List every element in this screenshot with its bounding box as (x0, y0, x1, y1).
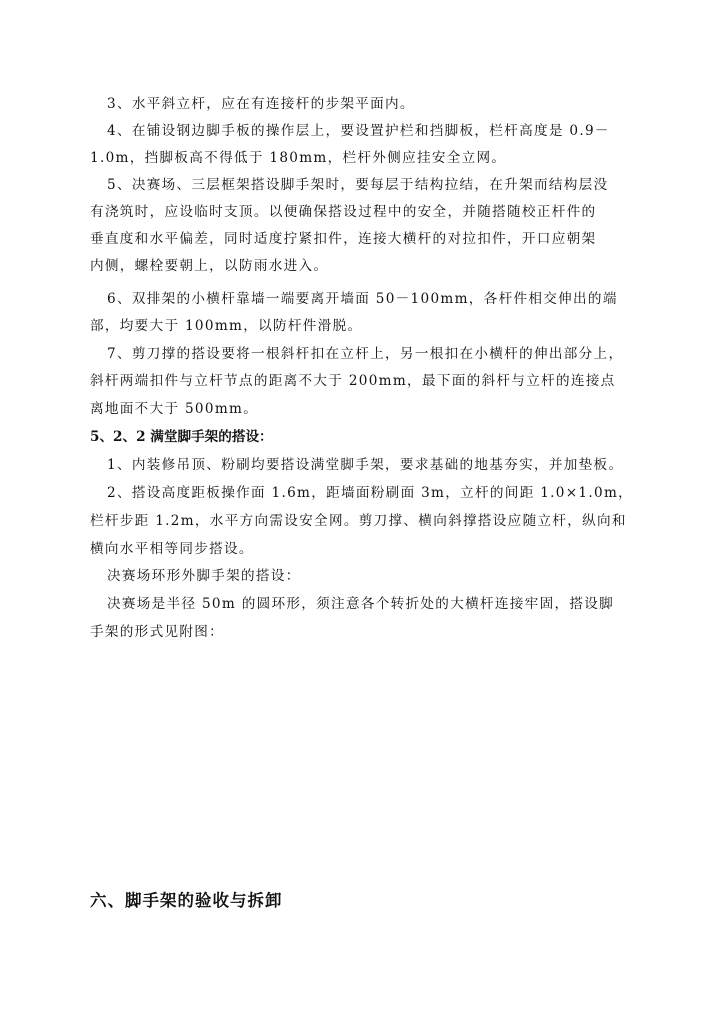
paragraph-line: 内侧，螺栓要朝上，以防雨水进入。 (90, 258, 329, 274)
paragraph-line: 有浇筑时，应设临时支顶。以便确保搭设过程中的安全，并随搭随校正杆件的 (90, 204, 597, 220)
paragraph-line: 横向水平相等同步搭设。 (90, 541, 254, 557)
paragraph-line: 2、搭设高度距板操作面 1.6m，距墙面粉刷面 3m，立杆的间距 1.0×1.0m， (107, 485, 634, 501)
paragraph-line: 手架的形式见附图： (90, 624, 225, 640)
paragraph-line: 6、双排架的小横杆靠墙一端要离开墙面 50－100mm，各杆件相交伸出的端 (107, 291, 618, 307)
paragraph-line: 决赛场是半径 50m 的圆环形，须注意各个转折处的大横杆连接牢固，搭设脚 (107, 596, 615, 612)
section-heading: 六、脚手架的验收与拆卸 (90, 891, 283, 910)
paragraph-line: 栏杆步距 1.2m，水平方向需设安全网。剪刀撑、横向斜撑搭设应随立杆，纵向和 (90, 513, 627, 529)
paragraph-line: 斜杆两端扣件与立杆节点的距离不大于 200mm，最下面的斜杆与立杆的连接点 (90, 373, 616, 389)
paragraph-line: 垂直度和水平偏差，同时适度拧紧扣件，连接大横杆的对拉扣件，开口应朝架 (90, 231, 597, 247)
paragraph-line: 5、决赛场、三层框架搭设脚手架时，要每层于结构拉结，在升架而结构层没 (107, 177, 609, 193)
paragraph-line: 决赛场环形外脚手架的搭设： (107, 568, 301, 584)
paragraph-line: 3、水平斜立杆，应在有连接杆的步架平面内。 (107, 96, 415, 112)
paragraph-line: 离地面不大于 500mm。 (90, 401, 259, 417)
paragraph-line: 1、内装修吊顶、粉刷均要搭设满堂脚手架，要求基础的地基夯实，并加垫板。 (107, 457, 624, 473)
paragraph-line: 1.0m，挡脚板高不得低于 180mm，栏杆外侧应挂安全立网。 (90, 150, 507, 166)
subsection-heading: 5、2、2 满堂脚手架的搭设： (90, 429, 273, 445)
paragraph-line: 部，均要大于 100mm，以防杆件滑脱。 (90, 318, 363, 334)
paragraph-line: 4、在铺设钢边脚手板的操作层上，要设置护栏和挡脚板，栏杆高度是 0.9－ (107, 123, 610, 139)
paragraph-line: 7、剪刀撑的搭设要将一根斜杆扣在立杆上，另一根扣在小横杆的伸出部分上， (107, 346, 624, 362)
